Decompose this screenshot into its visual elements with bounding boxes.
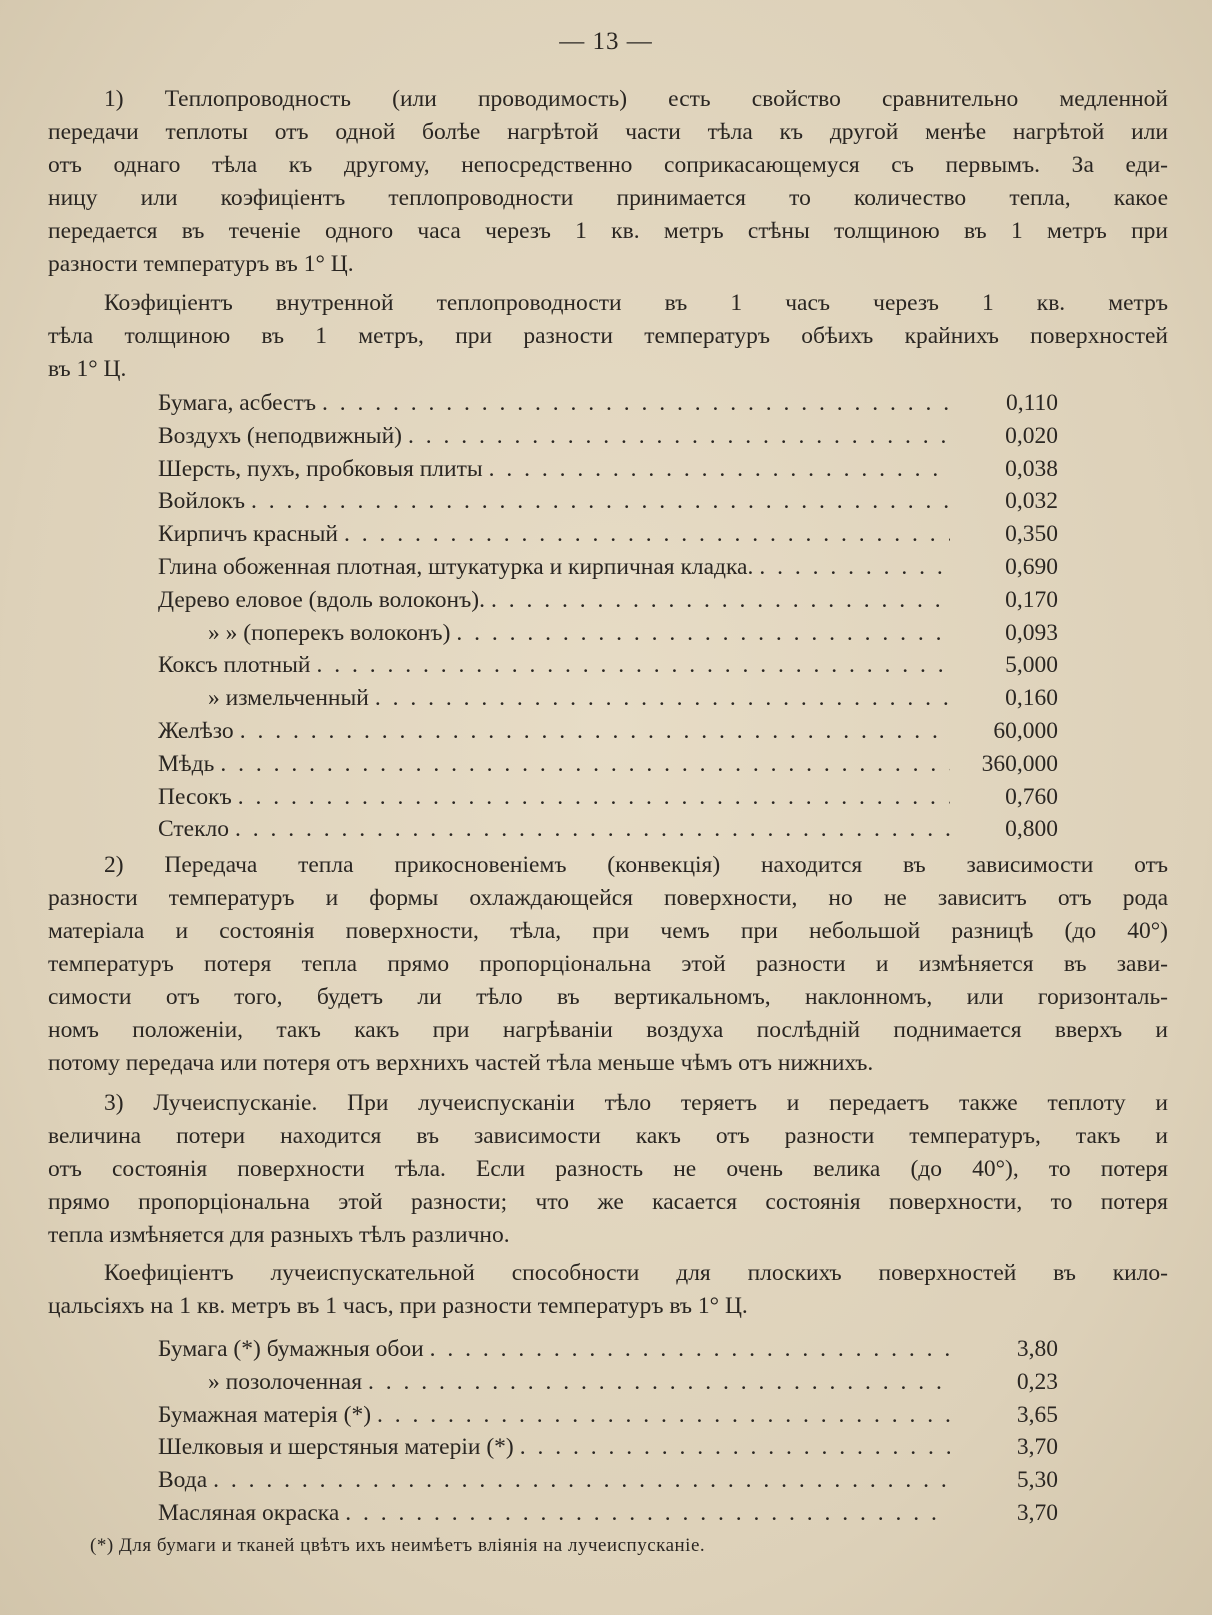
leader-dots [520,1431,950,1464]
leader-dots [213,1464,950,1497]
row-value: 0,760 [1005,783,1058,810]
table-row [158,485,1058,518]
table-row [158,1431,1058,1464]
text-line: передачи теплоты отъ одной болѣе нагрѣтой части тѣла къ другой менѣе нагрѣтой или [48,119,1168,145]
text-line: величина потери находится въ зависимости какъ отъ разности температуръ, такъ и [48,1123,1168,1149]
paragraph-radiation [48,1087,1168,1252]
leader-dots [322,387,950,420]
leader-dots [251,485,950,518]
row-value: 3,70 [1016,1499,1058,1526]
row-label: » измельченный [208,685,369,712]
text-line: въ 1° Ц. [48,356,127,382]
table-row [158,1333,1058,1366]
table-row [158,420,1058,453]
row-label: Масляная окраска [158,1499,340,1526]
row-value: 0,160 [1005,685,1058,712]
text-line: тепла измѣняется для разныхъ тѣлъ различно. [48,1222,510,1248]
table-row [158,584,1058,617]
table-row [158,813,1058,846]
row-label: Мѣдь [158,750,215,777]
table-row [158,1497,1058,1530]
paragraph-radiation-coefficient [48,1257,1168,1323]
page-number: — 13 — [559,28,653,55]
conductivity-table [158,387,1058,846]
row-value: 0,020 [1005,422,1058,449]
row-label: » позолоченная [208,1368,363,1395]
paragraph-thermal-conductivity [48,83,1168,281]
table-row [158,649,1058,682]
table-row [158,518,1058,551]
leader-dots [238,781,950,814]
row-value: 360,000 [981,750,1058,777]
paragraph-internal-conductivity [48,287,1168,386]
leader-dots [344,518,950,551]
text-line: разности температуръ и формы охлаждающейся поверхности, но не зависитъ отъ рода [48,885,1168,911]
paragraph-convection [48,849,1168,1080]
text-line: 3) Лучеиспусканіе. При лучеиспусканіи тѣло теряетъ и передаетъ также теплоту и [104,1090,1168,1116]
leader-dots [456,617,950,650]
table-row [158,453,1058,486]
row-value: 60,000 [993,717,1058,744]
table-row [158,1399,1058,1432]
row-label: Бумага, асбестъ [158,390,316,416]
table-row [158,617,1058,650]
row-value: 0,800 [1005,816,1058,843]
row-value: 3,80 [1016,1336,1058,1362]
text-line: 1) Теплопроводность (или проводимость) есть свойство сравнительно медленной [104,86,1168,112]
text-line: отъ состоянія поверхности тѣла. Если разность не очень велика (до 40°), то потеря [48,1156,1168,1182]
row-label: Шелковыя и шерстяныя матеріи (*) [158,1434,514,1461]
row-label: Воздухъ (неподвижный) [158,422,402,449]
row-value: 0,23 [1016,1368,1058,1395]
row-value: 0,038 [1005,455,1058,482]
radiation-table [158,1333,1058,1530]
text-line: цальсіяхъ на 1 кв. метръ въ 1 часъ, при разности температуръ въ 1° Ц. [48,1293,748,1319]
row-label: Бумажная матерія (*) [158,1401,372,1428]
leader-dots [489,453,950,486]
text-line: тѣла толщиною въ 1 метръ, при разности температуръ обѣихъ крайнихъ поверхностей [48,323,1168,349]
leader-dots [759,551,950,584]
leader-dots [235,813,950,846]
table-row [158,682,1058,715]
leader-dots [375,682,950,715]
row-label: Стекло [158,816,229,843]
leader-dots [430,1333,950,1366]
row-value: 0,093 [1005,619,1058,646]
row-value: 5,30 [1016,1467,1058,1494]
row-label: Шерсть, пухъ, пробковыя плиты [158,455,483,482]
table-row [158,715,1058,748]
text-line: симости отъ того, будетъ ли тѣло въ вертикальномъ, наклонномъ, или горизонталь- [48,984,1168,1010]
leader-dots [317,649,951,682]
row-label: Коксъ плотный [158,652,311,679]
row-value: 0,032 [1005,488,1058,515]
leader-dots [240,715,950,748]
row-label: Желѣзо [158,717,234,744]
table-row [158,387,1058,420]
text-line: номъ положеніи, такъ какъ при нагрѣваніи воздуха послѣдній поднимается вверхъ и [48,1017,1168,1043]
row-value: 0,170 [1005,586,1058,613]
text-line: температуръ потеря тепла прямо пропорціональна этой разности и измѣняется въ зави- [48,951,1168,977]
table-row [158,1464,1058,1497]
text-line: матеріала и состоянія поверхности, тѣла, при чемъ при небольшой разницѣ (до 40°) [48,918,1168,944]
row-value: 0,110 [1005,390,1058,416]
row-value: 0,350 [1005,521,1058,548]
footnote: (*) Для бумаги и тканей цвѣтъ ихъ неимѣетъ вліянія на лучеиспусканіе. [90,1535,706,1556]
text-line: отъ однаго тѣла къ другому, непосредственно соприкасающемуся съ первымъ. За еди- [48,152,1168,178]
text-line: прямо пропорціональна этой разности; что же касается состоянія поверхности, то потеря [48,1189,1168,1215]
text-line: ницу или коэфиціентъ теплопроводности принимается то количество тепла, какое [48,185,1168,211]
table-row [158,1366,1058,1399]
row-label: » » (поперекъ волоконъ) [208,619,451,646]
leader-dots [408,420,950,453]
text-line: 2) Передача тепла прикосновеніемъ (конвекція) находится въ зависимости отъ [104,852,1168,878]
row-value: 0,690 [1005,553,1058,580]
leader-dots [368,1366,950,1399]
table-row [158,748,1058,781]
row-value: 5,000 [1005,652,1058,679]
text-line: Коефиціентъ лучеиспускательной способности для плоскихъ поверхностей въ кило- [104,1260,1168,1286]
row-label: Кирпичъ красный [158,521,338,548]
row-label: Войлокъ [158,488,246,515]
table-row [158,781,1058,814]
table-row [158,551,1058,584]
row-value: 3,70 [1016,1434,1058,1461]
text-line: передается въ теченіе одного часа черезъ 1 кв. метръ стѣны толщиною въ 1 метръ при [48,218,1168,244]
row-label: Дерево еловое (вдоль волоконъ). [158,586,485,613]
row-label: Песокъ [158,783,232,810]
row-label: Бумага (*) бумажныя обои [158,1336,424,1362]
leader-dots [345,1497,950,1530]
row-label: Вода [158,1467,208,1494]
text-line: разности температуръ въ 1° Ц. [48,251,354,277]
row-label: Глина обоженная плотная, штукатурка и кирпичная кладка. [158,553,754,580]
leader-dots [491,584,950,617]
leader-dots [220,748,950,781]
row-value: 3,65 [1016,1401,1058,1428]
text-line: потому передача или потеря отъ верхнихъ частей тѣла меньше чѣмъ отъ нижнихъ. [48,1050,874,1076]
text-line: Коэфиціентъ внутренной теплопроводности въ 1 часъ черезъ 1 кв. метръ [104,290,1168,316]
leader-dots [377,1399,950,1432]
